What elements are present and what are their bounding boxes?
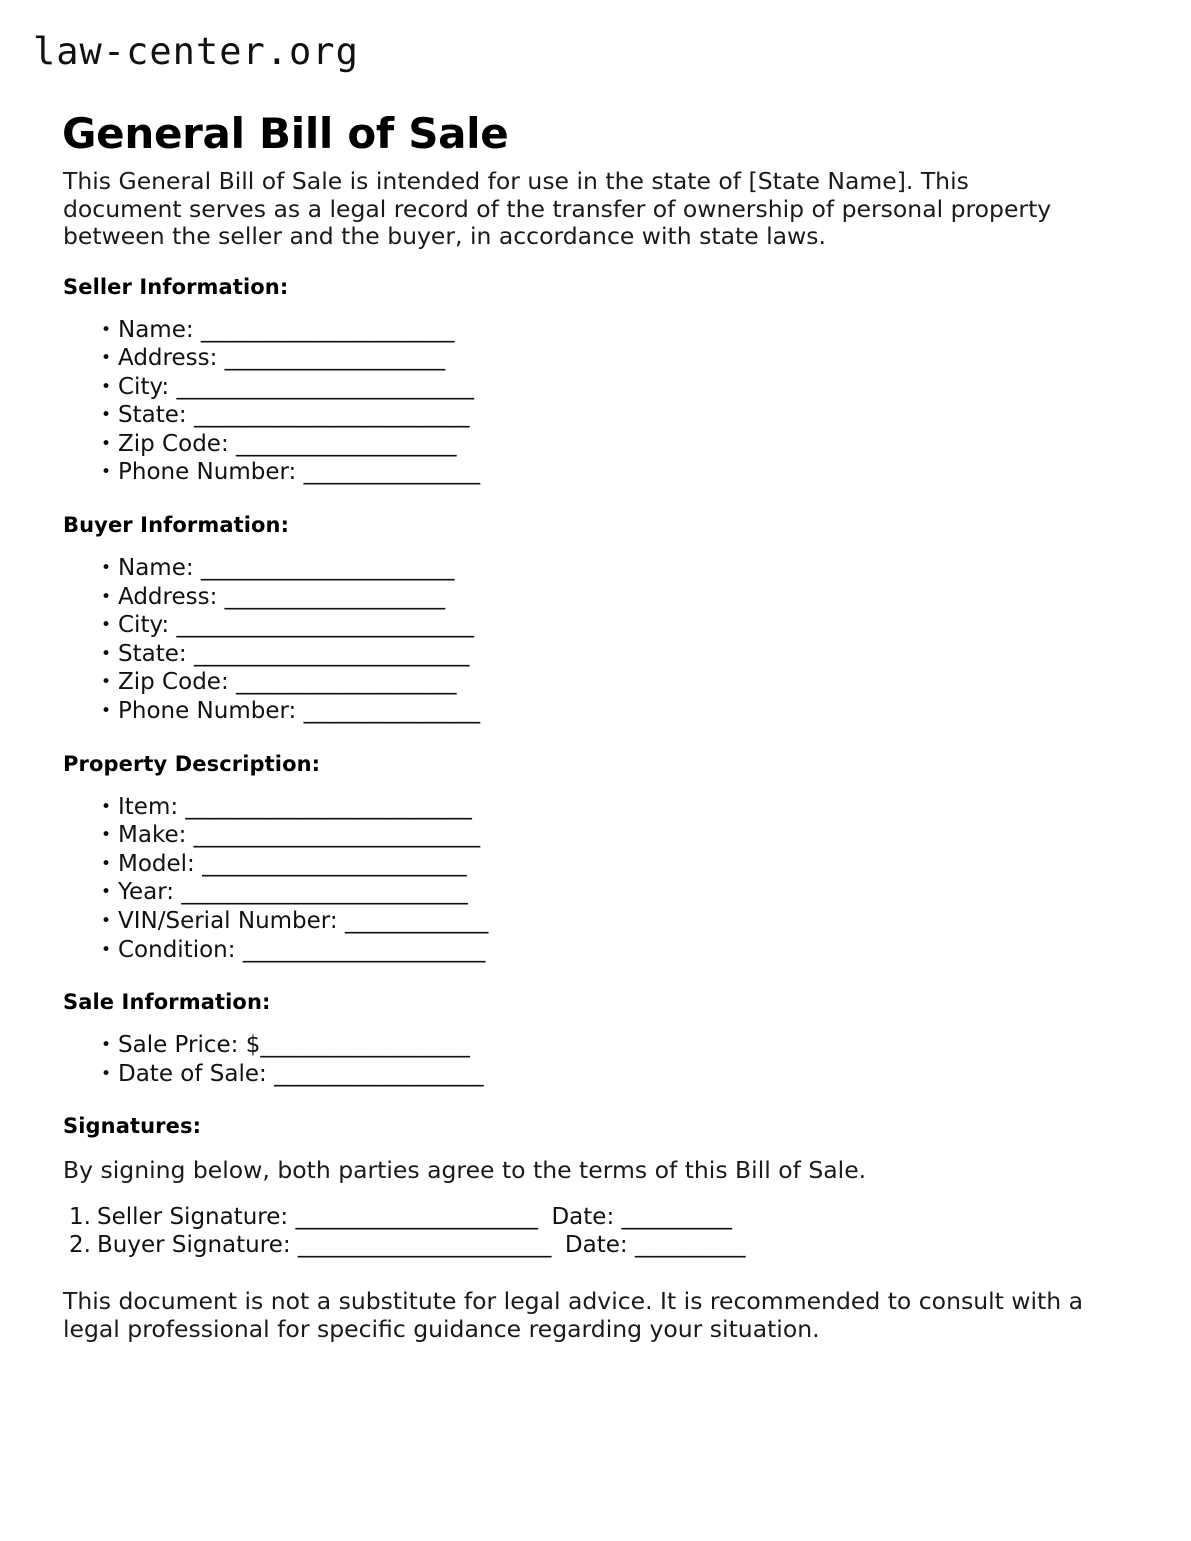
list-item (118, 1031, 1093, 1060)
signature-list (63, 1203, 1093, 1260)
section-heading-sale: Sale Information: (63, 990, 271, 1015)
field-label: Sale Price: $ (118, 1032, 261, 1059)
field-label: Zip Code: (118, 430, 229, 457)
field-label: VIN/Serial Number: (118, 908, 338, 934)
field-blank[interactable]: ____________________ (236, 669, 456, 696)
field-blank[interactable]: ____________________ (224, 345, 445, 372)
field-label: Zip Code: (118, 669, 229, 696)
list-item (118, 821, 1093, 850)
date-label: Date: (564, 1232, 628, 1259)
list-item (118, 697, 1093, 726)
field-label: City: (118, 373, 170, 400)
list-item (118, 640, 1093, 669)
field-blank[interactable]: _________________________ (193, 402, 469, 429)
section-heading-seller: Seller Information: (63, 274, 289, 299)
date-label: Date: (551, 1203, 615, 1230)
field-label: State: (118, 402, 187, 429)
table-row (97, 1231, 1093, 1260)
list-item (118, 430, 1093, 459)
field-label: City: (118, 612, 170, 639)
field-label: State: (118, 640, 187, 667)
page-title: General Bill of Sale (62, 109, 509, 159)
field-label: Year: (118, 879, 175, 906)
section-heading-buyer: Buyer Information: (63, 513, 290, 538)
field-blank[interactable]: ____________________ (236, 430, 456, 457)
field-blank[interactable]: ___________________________ (176, 373, 474, 400)
buyer-field-list (63, 554, 1093, 726)
list-item (118, 668, 1093, 697)
seller-field-list (63, 316, 1093, 488)
field-blank[interactable]: _________________________ (193, 640, 469, 667)
list-item (118, 373, 1093, 402)
signature-blank[interactable]: _______________________ (297, 1232, 551, 1259)
list-item (118, 907, 1093, 936)
list-item (118, 611, 1093, 640)
field-label: Phone Number: (118, 698, 297, 725)
table-row (97, 1203, 1093, 1232)
field-blank[interactable]: ___________________________ (176, 612, 474, 639)
sale-field-list (63, 1031, 1093, 1088)
field-label: Make: (118, 822, 187, 849)
list-item (118, 401, 1093, 430)
field-blank[interactable]: ______________________ (242, 936, 485, 963)
list-item (118, 936, 1093, 965)
field-label: Date of Sale: (118, 1060, 267, 1087)
signatures-intro: By signing below, both parties agree to the terms of this Bill of Sale. (63, 1156, 867, 1185)
list-item (118, 554, 1093, 583)
list-item (118, 1060, 1093, 1089)
section-heading-property: Property Description: (63, 751, 321, 776)
field-label: Address: (118, 583, 218, 610)
field-blank[interactable]: __________________________ (185, 793, 472, 820)
field-label: Item: (118, 793, 179, 820)
field-blank[interactable]: ________________________ (202, 850, 467, 877)
date-blank[interactable]: __________ (621, 1203, 732, 1230)
list-item (118, 316, 1093, 345)
field-blank[interactable]: __________________________ (193, 822, 480, 849)
date-blank[interactable]: __________ (634, 1232, 745, 1259)
section-heading-signatures: Signatures: (63, 1114, 202, 1139)
field-blank[interactable]: ___________________ (274, 1060, 484, 1087)
list-item (118, 878, 1093, 907)
field-blank[interactable]: _______________________ (200, 555, 454, 582)
signature-label: Buyer Signature: (97, 1232, 291, 1259)
field-label: Model: (118, 850, 195, 877)
list-item (118, 583, 1093, 612)
field-label: Condition: (118, 936, 236, 963)
site-brand: law-center.org (33, 30, 359, 73)
field-blank[interactable]: __________________________ (181, 879, 468, 906)
list-item (118, 850, 1093, 879)
signature-label: Seller Signature: (97, 1203, 289, 1230)
field-blank[interactable]: ____________________ (224, 583, 445, 610)
list-item (118, 458, 1093, 487)
field-blank[interactable]: ________________ (303, 698, 480, 725)
list-item (118, 793, 1093, 822)
field-blank[interactable]: _____________ (344, 908, 488, 934)
field-blank[interactable]: _______________________ (200, 316, 454, 343)
intro-paragraph: This General Bill of Sale is intended for use in the state of [State Name]. This document serves as a legal record of the transfer of ownership of personal property between the seller and the buyer, in accordance with state laws. (63, 167, 1052, 250)
field-label: Name: (118, 316, 194, 343)
field-label: Address: (118, 345, 218, 372)
field-label: Name: (118, 555, 194, 582)
disclaimer-paragraph: This document is not a substitute for legal advice. It is recommended to consult with a legal professional for specific guidance regarding your situation. (63, 1287, 1084, 1343)
field-blank[interactable]: ___________________ (260, 1032, 470, 1059)
field-blank[interactable]: ________________ (303, 459, 480, 486)
document-body (63, 168, 1093, 1343)
field-label: Phone Number: (118, 459, 297, 486)
list-item (118, 344, 1093, 373)
property-field-list (63, 793, 1093, 965)
signature-blank[interactable]: ______________________ (295, 1203, 538, 1230)
